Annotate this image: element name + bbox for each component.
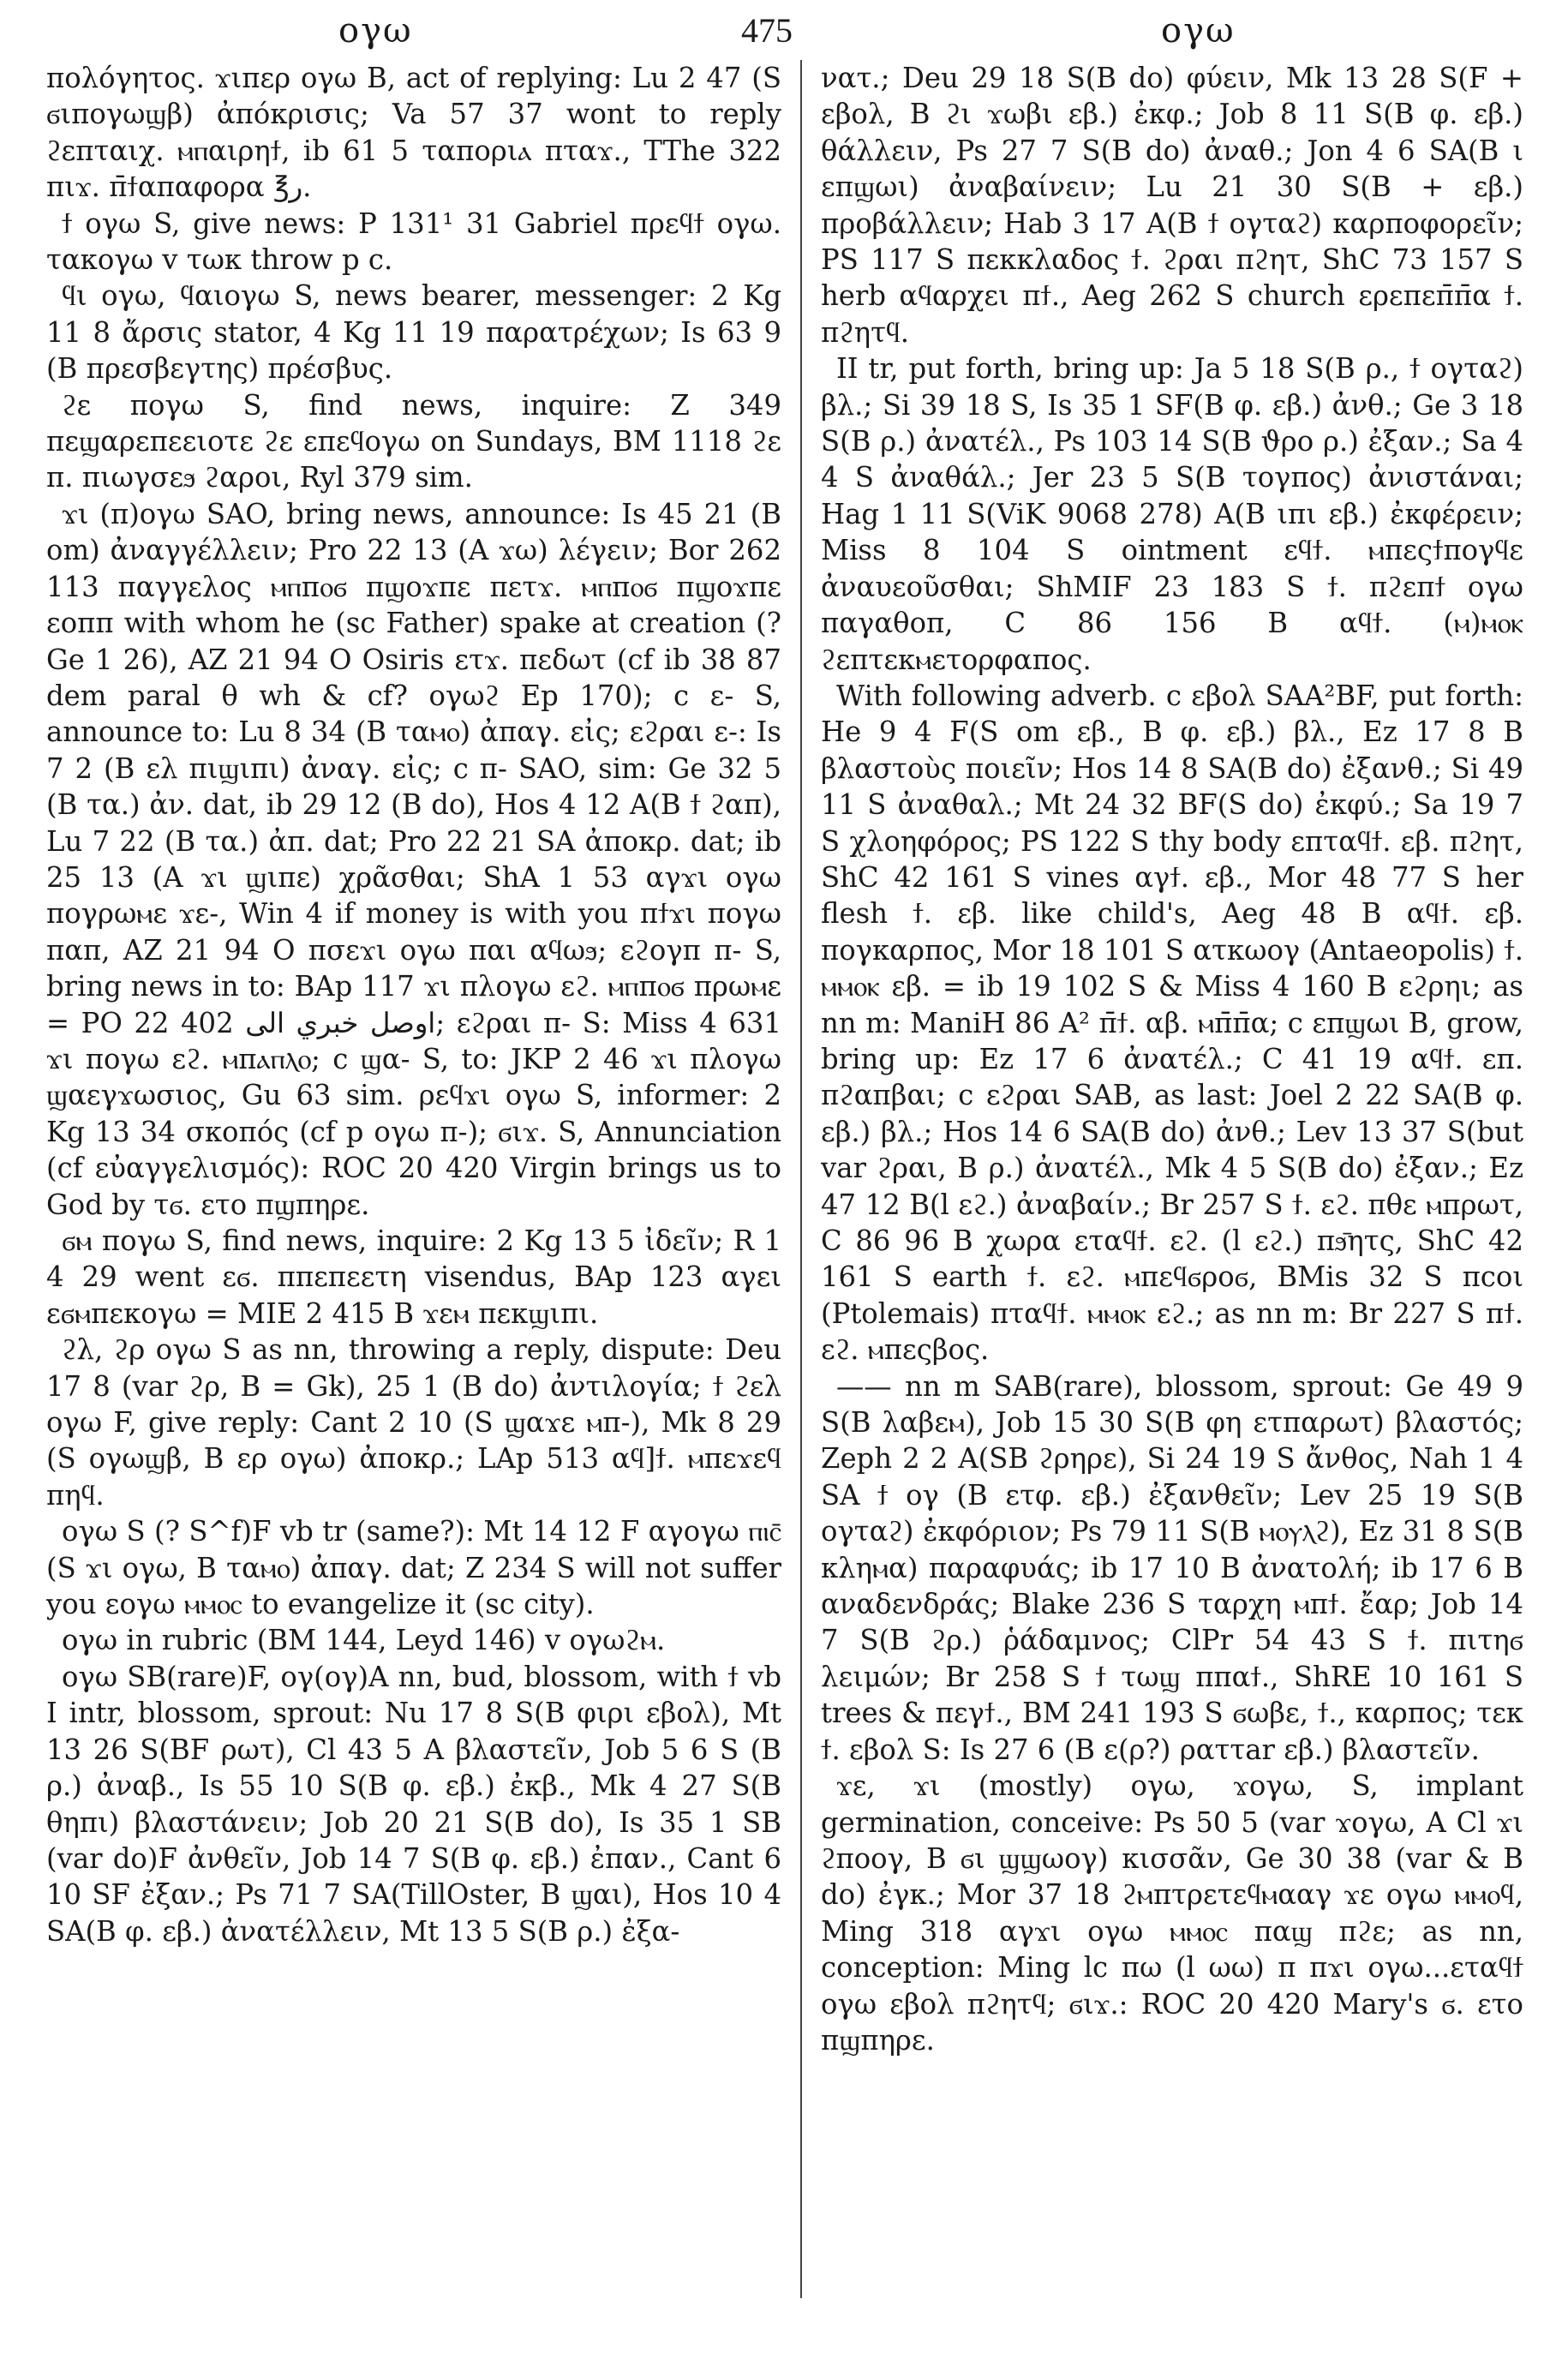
entry-paragraph: ϥι ογω, ϥαιογω S, news bearer, messenger: 2 Kg 11 8 ἄρσις stator, 4 Kg 11 19 παρατρέχων; Is 63 9 (B πρεσβεγτης) πρέσβυς. (46, 279, 781, 386)
entry-paragraph: ογω in rubric (BM 144, Leyd 146) v ογωϩⲙ. (62, 1624, 666, 1657)
entry-paragraph: —— nn m SAB(rare), blossom, sprout: Ge 49 9 S(B λαβεⲙ), Job 15 30 S(B φη ετπαρωτ) βλαστός; Zeph 2 2 A(SB ϩρηρε), Si 24 19 S ἄνθος, Nah 1 4 SA ϯ ογ (B ετφ. εβ.) ἐξανθεῖν; Lev 25 19 S(B ογταϩ) ἐκφόριον; Ps 79 11 S(B ⲙⲟⲩⲗϩ), Ez 31 8 S(B κληⲙα) παραφυάς; ib 17 10 B ἀνατολή; ib 17 6 B αναδενδράς; Blake 236 S ταρχη ⲙπϯ. ἔαρ; Job 14 7 S(B ϩρ.) ῥάδαμνος; ClPr 54 43 S ϯ. πιτηϭ λειμών; Br 258 S ϯ τωϣ ππαϯ., ShRE 10 161 S trees & πεγϯ., BM 241 193 S ϭωβε, ϯ., καρπος; τεκ ϯ. εβολ S: Is 27 6 (B ε(ρ?) ραττar εβ.) βλαστεῖν. (821, 1369, 1523, 1766)
entry-paragraph: πολόγητος. ϫιπερ ογω B, act of replying: Lu 2 47 (S ϭιπογωϣβ) ἀπόκρισις; Va 57 37 wont to reply ϩεπταιχ. ⲙⲡαιρηϯ, ib 61 5 ταποριⲁ πταϫ., TThe 322 πιϫ. π̄ϯαπαφορα ℥ر. (46, 62, 781, 204)
entry-paragraph: νατ.; Deu 29 18 S(B do) φύειν, Mk 13 28 S(F + εβολ, B ϩι ϫωβι εβ.) ἐκφ.; Job 8 11 S(B φ. εβ.) θάλλειν, Ps 27 7 S(B do) ἀναθ.; Jon 4 6 SA(B ι επϣωι) ἀναβαίνειν; Lu 21 30 S(B + εβ.) προβάλλειν; Hab 3 17 A(B ϯ ογταϩ) καρποφορεῖν; PS 117 S πεκκλαδος ϯ. ϩραι πϩητ, ShC 73 157 S herb αϥαρχει πϯ., Aeg 262 S church ερεπεπ̄π̄α ϯ. πϩητϥ. (821, 62, 1523, 349)
entry-paragraph: ϯ ογω S, give news: P 131¹ 31 Gabriel πρεϥϯ ογω. τακογω v τωκ throw p c. (46, 207, 781, 277)
entry-paragraph: ϩλ, ϩρ ογω S as nn, throwing a reply, dispute: Deu 17 8 (var ϩρ, B = Gk), 25 1 (B do) ἀντιλογία; ϯ ϩελ ογω F, give reply: Cant 2 10 (S ϣαϫε ⲙπ-), Mk 8 29 (S ογωϣβ, B ερ ογω) ἀποκρ.; LAp 513 αϥ]ϯ. ⲙπεϫεϥ πηϥ. (46, 1333, 781, 1512)
entry-paragraph: ϫε, ϫι (mostly) ογω, ϫογω, S, implant germination, conceive: Ps 50 5 (var ϫογω, A Cl ϫι ϩποογ, B ϭι ϣϣωογ) κισσᾶν, Ge 30 38 (var & B do) ἐγκ.; Mor 37 18 ϩⲙπτρετεϥⲙααγ ϫε ογω ⲙⲙⲟϥ, Ming 318 αγϫι ογω ⲙⲙⲟⲥ παϣ πϩε; as nn, conception: Ming lc πω (l ωω) π πϫι ογω...εταϥϯ ογω εβολ πϩητϥ; ϭιϫ.: ROC 20 420 Mary's ϭ. ετο πϣπηρε. (821, 1769, 1523, 2057)
right-running-headword: ογω (1161, 11, 1236, 51)
entry-paragraph: ογω SB(rare)F, ογ(ογ)A nn, bud, blossom, with ϯ vb I intr, blossom, sprout: Nu 17 8 S(B φιρι εβολ), Mt 13 26 S(BF ρωτ), Cl 43 5 A βλαστεῖν, Job 5 6 S (B ρ.) ἀναβ., Is 55 10 S(B φ. εβ.) ἐκβ., Mk 4 27 S(B θηπι) βλαστάνειν; Job 20 21 S(B do), Is 35 1 SB (var do)F ἀνθεῖν, Job 14 7 S(B φ. εβ.) ἐπαν., Cant 6 10 SF ἐξαν.; Ps 71 7 SA(TillOster, B ϣαι), Hos 10 4 SA(B φ. εβ.) ἀνατέλλειν, Mt 13 5 S(B ρ.) ἐξα- (46, 1660, 781, 1948)
column-divider (800, 60, 802, 2298)
entry-paragraph: With following adverb. c εβολ SAA²BF, put forth: He 9 4 F(S om εβ., B φ. εβ.) βλ., Ez 17 8 B βλαστοὺς ποιεῖν; Hos 14 8 SA(B do) ἐξανθ.; Si 49 11 S ἀναθαλ.; Mt 24 32 BF(S do) ἐκφύ.; Sa 19 7 S χλοηφόρος; PS 122 S thy body επταϥϯ. εβ. πϩητ, ShC 42 161 S vines αγϯ. εβ., Mor 48 77 S her flesh ϯ. εβ. like child's, Aeg 48 B αϥϯ. εβ. πογκαρπος, Mor 18 101 S ατκωογ (Antaeopolis) ϯ. ⲙⲙⲟⲕ εβ. = ib 19 102 S & Miss 4 160 B εϩρηι; as nn m: ManiH 86 A² π̄ϯ. αβ. ⲙπ̄π̄α; c επϣωι B, grow, bring up: Ez 17 6 ἀνατέλ.; C 41 19 αϥϯ. επ. πϩαπβαι; c εϩραι SAB, as last: Joel 2 22 SA(B φ. εβ.) βλ.; Hos 14 6 SA(B do) ἀνθ.; Lev 13 37 S(but var ϩραι, B ρ.) ἀνατέλ., Mk 4 5 S(B do) ἐξαν.; Ez 47 12 B(l εϩ.) ἀναβαίν.; Br 257 S ϯ. εϩ. πθε ⲙπρωτ, C 86 96 B χωρα εταϥϯ. εϩ. (l εϩ.) πϧ̄ητς, ShC 42 161 S earth ϯ. εϩ. ⲙπεϥϭροϭ, BMis 32 S πcοι (Ptolemais) πταϥϯ. ⲙⲙⲟⲕ εϩ.; as nn m: Br 227 S πϯ. εϩ. ⲙπεςβος. (821, 679, 1523, 1367)
entry-paragraph: ογω S (? S^f)F vb tr (same?): Mt 14 12 F αγογω ⲡⲓⲥ̄ (S ϫι ογω, B ταⲙⲟ) ἀπαγ. dat; Z 234 S will not suffer you εογω ⲙⲙⲟⲥ to evangelize it (sc city). (46, 1515, 781, 1621)
right-column (821, 60, 1523, 2348)
entry-paragraph: II tr, put forth, bring up: Ja 5 18 S(B ρ., ϯ ογταϩ) βλ.; Si 39 18 S, Is 35 1 SF(B φ. εβ.) ἀνθ.; Ge 3 18 S(B ρ.) ἀνατέλ., Ps 103 14 S(B ϑρο ρ.) ἐξαν.; Sa 4 4 S ἀναθάλ.; Jer 23 5 S(B τογπος) ἀνιστάναι; Hag 1 11 S(ViK 9068 278) A(B ιπι εβ.) ἐκφέρειν; Miss 8 104 S ointment εϥϯ. ⲙπεςϯπογϥε ἀναυεοῦσθαι; ShMIF 23 183 S ϯ. πϩεπϯ ογω παγαθοπ, C 86 156 B αϥϯ. (ⲙ)ⲙⲟⲕ ϩεπτεκⲙετορφαπος. (821, 352, 1523, 676)
left-running-headword: ογω (338, 11, 413, 51)
entry-paragraph: ϫι (π)ογω SAO, bring news, announce: Is 45 21 (B om) ἀναγγέλλειν; Pro 22 13 (A ϫω) λέγειν; Bor 262 113 παγγελος ⲙⲡπⲟϭ πϣοϫπε πετϫ. ⲙⲡπⲟϭ πϣοϫπε εοππ with whom he (sc Father) spake at creation (?Ge 1 26), AZ 21 94 O Osiris ετϫ. πεδωτ (cf ib 38 87 dem paral θ wh & cf? ογωϩ Ep 170); c ε- S, announce to: Lu 8 34 (B ταⲙⲟ) ἀπαγ. εἰς; εϩραι ε-: Is 7 2 (B ελ πιϣιπι) ἀναγ. εἰς; c π- SAO, sim: Ge 32 5 (B τα.) ἀν. dat, ib 29 12 (B do), Hos 4 12 A(B ϯ ϩαπ), Lu 7 22 (B τα.) ἀπ. dat; Pro 22 21 SA ἀποκρ. dat; ib 25 13 (A ϫι ϣιπε) χρᾶσθαι; ShA 1 53 αγϫι ογω πογρωⲙε ϫε-, Win 4 if money is with you πϯϫι πογω παπ, AZ 21 94 O πσεϫι ογω παι αϥωϧ; εϩογπ π- S, bring news in to: BAp 117 ϫι πλογω εϩ. ⲙⲡπⲟϭ πρωⲙε = PO 22 402 اوصل خبري الى; εϩραι π- S: Miss 4 631 ϫι πογω εϩ. ⲙπⲁⲡⲗⲟ; c ϣα- S, to: JKP 2 46 ϫι πλογω ϣαεγϫωσιος, Gu 63 sim. ρεϥϫι ογω S, informer: 2 Kg 13 34 σκοπός (cf p ογω π-); ϭιϫ. S, Annunciation (cf εὐαγγελισμός): ROC 20 420 Virgin brings us to God by τϭ. ετο πϣπηρε. (46, 497, 781, 1221)
left-column (46, 60, 781, 2348)
entry-paragraph: ϩε πογω S, find news, inquire: Z 349 πεϣαρεπεειοτε ϩε επεϥογω on Sundays, BM 1118 ϩε π. πιωγσεϧ ϩαροι, Ryl 379 sim. (46, 388, 781, 494)
page-number: 475 (741, 11, 793, 50)
entry-paragraph: ϭⲙ πογω S, find news, inquire: 2 Kg 13 5 ἰδεῖν; R 1 4 29 went εϭ. ππεπεετη visendus, BAp 123 αγει εϭⲙπεκογω = MIE 2 415 B ϫεⲙ πεκϣιπι. (46, 1224, 781, 1330)
page-header (43, 7, 1534, 58)
